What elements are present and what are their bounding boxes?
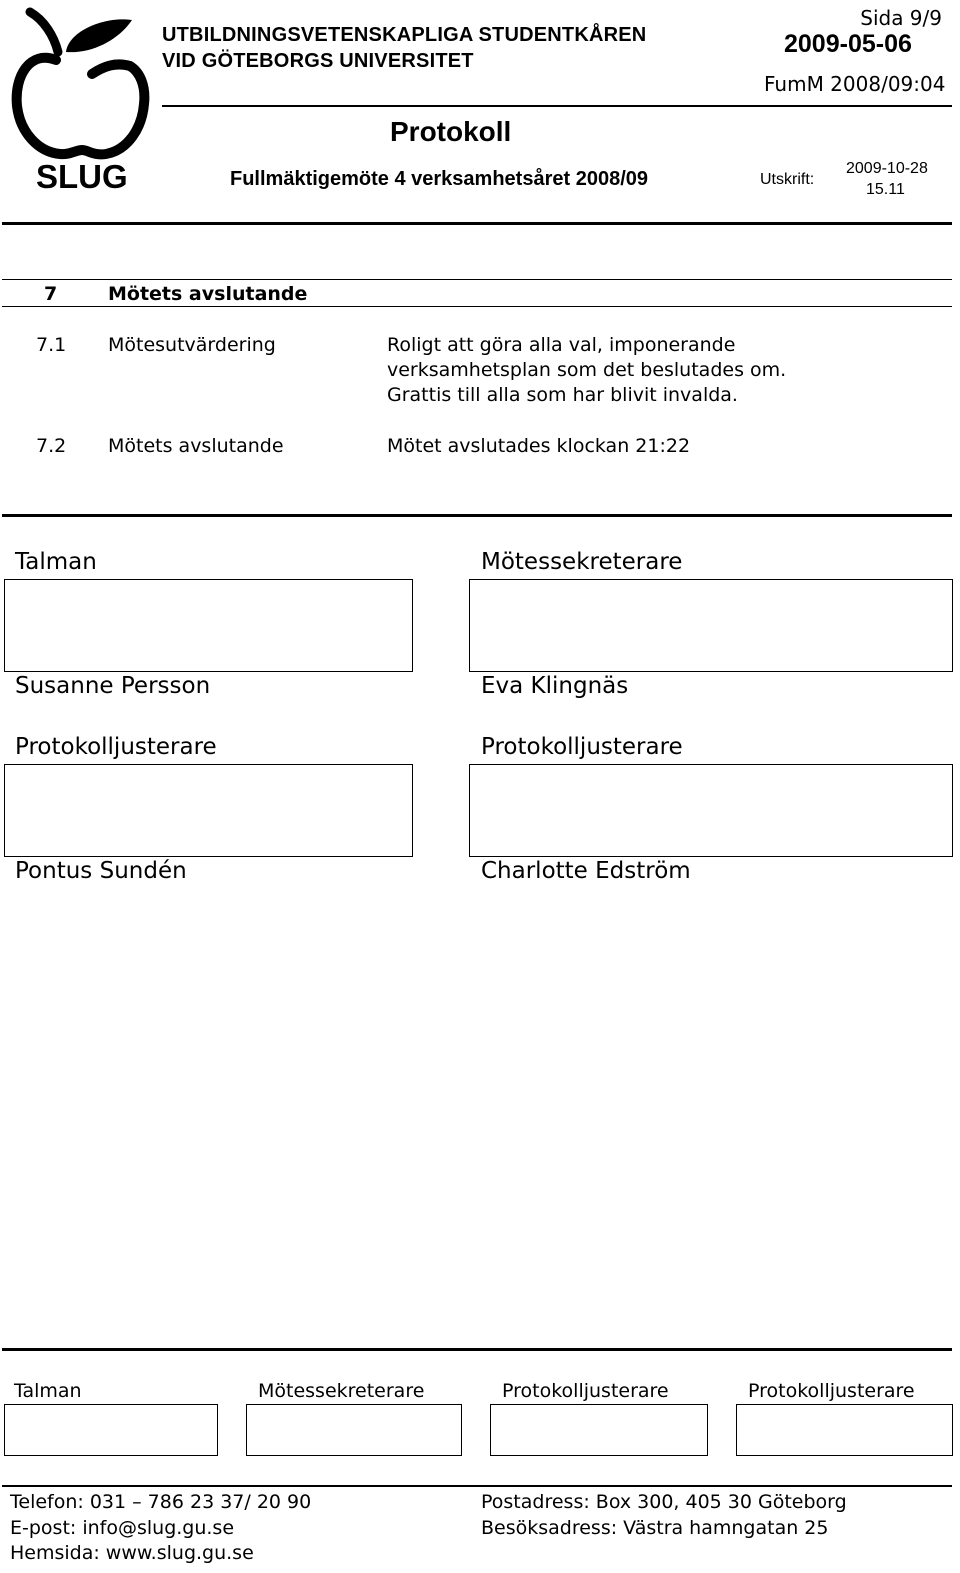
initials-role: Protokolljusterare: [502, 1380, 669, 1402]
item-text-line: Grattis till alla som har blivit invalda.: [387, 384, 738, 406]
item-text-line: verksamhetsplan som det beslutades om.: [387, 359, 787, 381]
section-top-rule: [2, 279, 952, 280]
org-name-line2: VID GÖTEBORGS UNIVERSITET: [162, 50, 474, 72]
initials-role: Protokolljusterare: [748, 1380, 915, 1402]
header-bottom-rule: [2, 222, 952, 225]
item-title: Mötesutvärdering: [108, 334, 276, 356]
item-number: 7.1: [36, 334, 67, 356]
print-time: 15.11: [866, 181, 905, 198]
signature-box: [4, 764, 413, 857]
meeting-name: Fullmäktigemöte 4 verksamhetsåret 2008/09: [230, 168, 648, 190]
initials-box: [736, 1404, 953, 1456]
item-number: 7.2: [36, 435, 67, 457]
item-text-line: Roligt att göra alla val, imponerande: [387, 334, 736, 356]
org-name-line1: UTBILDNINGSVETENSKAPLIGA STUDENTKÅREN: [162, 24, 647, 46]
item-title: Mötets avslutande: [108, 435, 284, 457]
initials-box: [4, 1404, 218, 1456]
signature-top-rule: [2, 514, 952, 517]
document-reference: FumM 2008/09:04: [764, 72, 946, 96]
initials-box: [490, 1404, 708, 1456]
logo-wordmark: SLUG: [36, 158, 128, 195]
signer-name: Pontus Sundén: [15, 858, 187, 884]
signature-role: Talman: [15, 549, 97, 575]
footer-visiting-address: Besöksadress: Västra hamngatan 25: [481, 1517, 829, 1539]
meeting-date: 2009-05-06: [784, 30, 912, 58]
initials-box: [246, 1404, 462, 1456]
signature-role: Mötessekreterare: [481, 549, 683, 575]
initials-role: Talman: [14, 1380, 82, 1402]
print-label: Utskrift:: [760, 171, 815, 188]
section-bottom-rule: [2, 306, 952, 307]
header-rule: [162, 105, 952, 107]
initials-role: Mötessekreterare: [258, 1380, 425, 1402]
signature-role: Protokolljusterare: [481, 734, 683, 760]
footer-phone: Telefon: 031 – 786 23 37/ 20 90: [10, 1491, 312, 1513]
section-title: Mötets avslutande: [108, 283, 308, 305]
footer-website[interactable]: Hemsida: www.slug.gu.se: [10, 1542, 254, 1564]
footer-postal-address: Postadress: Box 300, 405 30 Göteborg: [481, 1491, 847, 1513]
initials-top-rule: [2, 1348, 952, 1351]
item-text-line: Mötet avslutades klockan 21:22: [387, 435, 691, 457]
section-number: 7: [44, 283, 58, 305]
footer-rule: [2, 1485, 952, 1487]
footer-email[interactable]: E-post: info@slug.gu.se: [10, 1517, 235, 1539]
page-number: Sida 9/9: [860, 6, 942, 30]
signature-box: [4, 579, 413, 672]
signer-name: Susanne Persson: [15, 673, 211, 699]
document-title: Protokoll: [390, 116, 512, 147]
signer-name: Eva Klingnäs: [481, 673, 629, 699]
signature-role: Protokolljusterare: [15, 734, 217, 760]
signature-box: [469, 764, 953, 857]
signature-box: [469, 579, 953, 672]
signer-name: Charlotte Edström: [481, 858, 691, 884]
print-date: 2009-10-28: [846, 160, 928, 177]
